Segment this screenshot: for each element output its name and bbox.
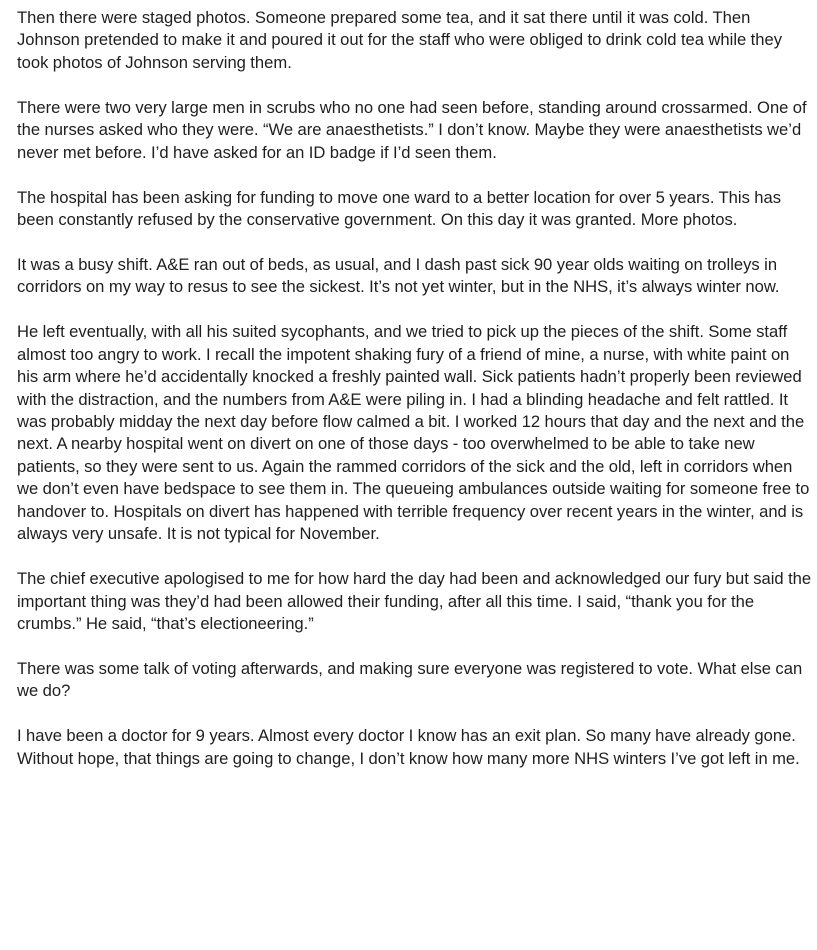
paragraph-voting: There was some talk of voting afterwards, and making sure everyone was registered to vote. What else can we do? bbox=[17, 658, 803, 701]
paragraph-funding: The hospital has been asking for funding to move one ward to a better location for over 5 years. This has been constantly refused by the conservative government. On this day it was granted. More photos. bbox=[17, 187, 782, 230]
document-body bbox=[17, 7, 812, 770]
paragraph-anaesthetists: There were two very large men in scrubs who no one had seen before, standing around crossarmed. One of the nurses asked who they were. “We are anaesthetists.” I don’t know. Maybe they were anaesthetists we’d never met before. I’d have asked for an ID badge if I’d seen them. bbox=[17, 97, 807, 162]
paragraph-staged-photos: Then there were staged photos. Someone prepared some tea, and it sat there until it was cold. Then Johnson pretended to make it and poured it out for the staff who were obliged to drink cold tea while they took photos of Johnson serving them. bbox=[17, 8, 783, 72]
paragraph-busy-shift: It was a busy shift. A&E ran out of beds, as usual, and I dash past sick 90 year olds waiting on trolleys in corridors on my way to resus to see the sickest. It’s not yet winter, but in the NHS, it’s always winter now. bbox=[17, 255, 780, 297]
paragraph-aftermath: He left eventually, with all his suited sycophants, and we tried to pick up the pieces of the shift. Some staff almost too angry to work. I recall the impotent shaking fury of a friend of mine, a nurse, with white paint on his arm where he’d accidentally knocked a freshly painted wall. Sick patients hadn’t properly been reviewed with the distraction, and the numbers from A&E were piling in. I had a blinding headache and felt rattled. It was probably midday the next day before flow calmed a bit. I worked 12 hours that day and the next and the next. A nearby hospital went on divert on one of those days - too overwhelmed to be able to take new patients, so they were sent to us. Again the rammed corridors of the sick and the old, left in corridors when we don’t even have bedspace to see them in. The queueing ambulances outside waiting for someone free to handover to. Hospitals on divert has happened with terrible frequency over recent years in the winter, and is always very unsafe. It is not typical for November. bbox=[17, 322, 810, 544]
paragraph-chief-executive: The chief executive apologised to me for how hard the day had been and acknowledged our fury but said the important thing was they’d had been allowed their funding, after all this time. I said, “thank you for the crumbs.” He said, “that’s electioneering.” bbox=[17, 569, 812, 633]
paragraph-exit-plan: I have been a doctor for 9 years. Almost every doctor I know has an exit plan. So many have already gone. Without hope, that things are going to change, I don’t know how many more NHS winters I’ve got left in me. bbox=[17, 726, 800, 768]
